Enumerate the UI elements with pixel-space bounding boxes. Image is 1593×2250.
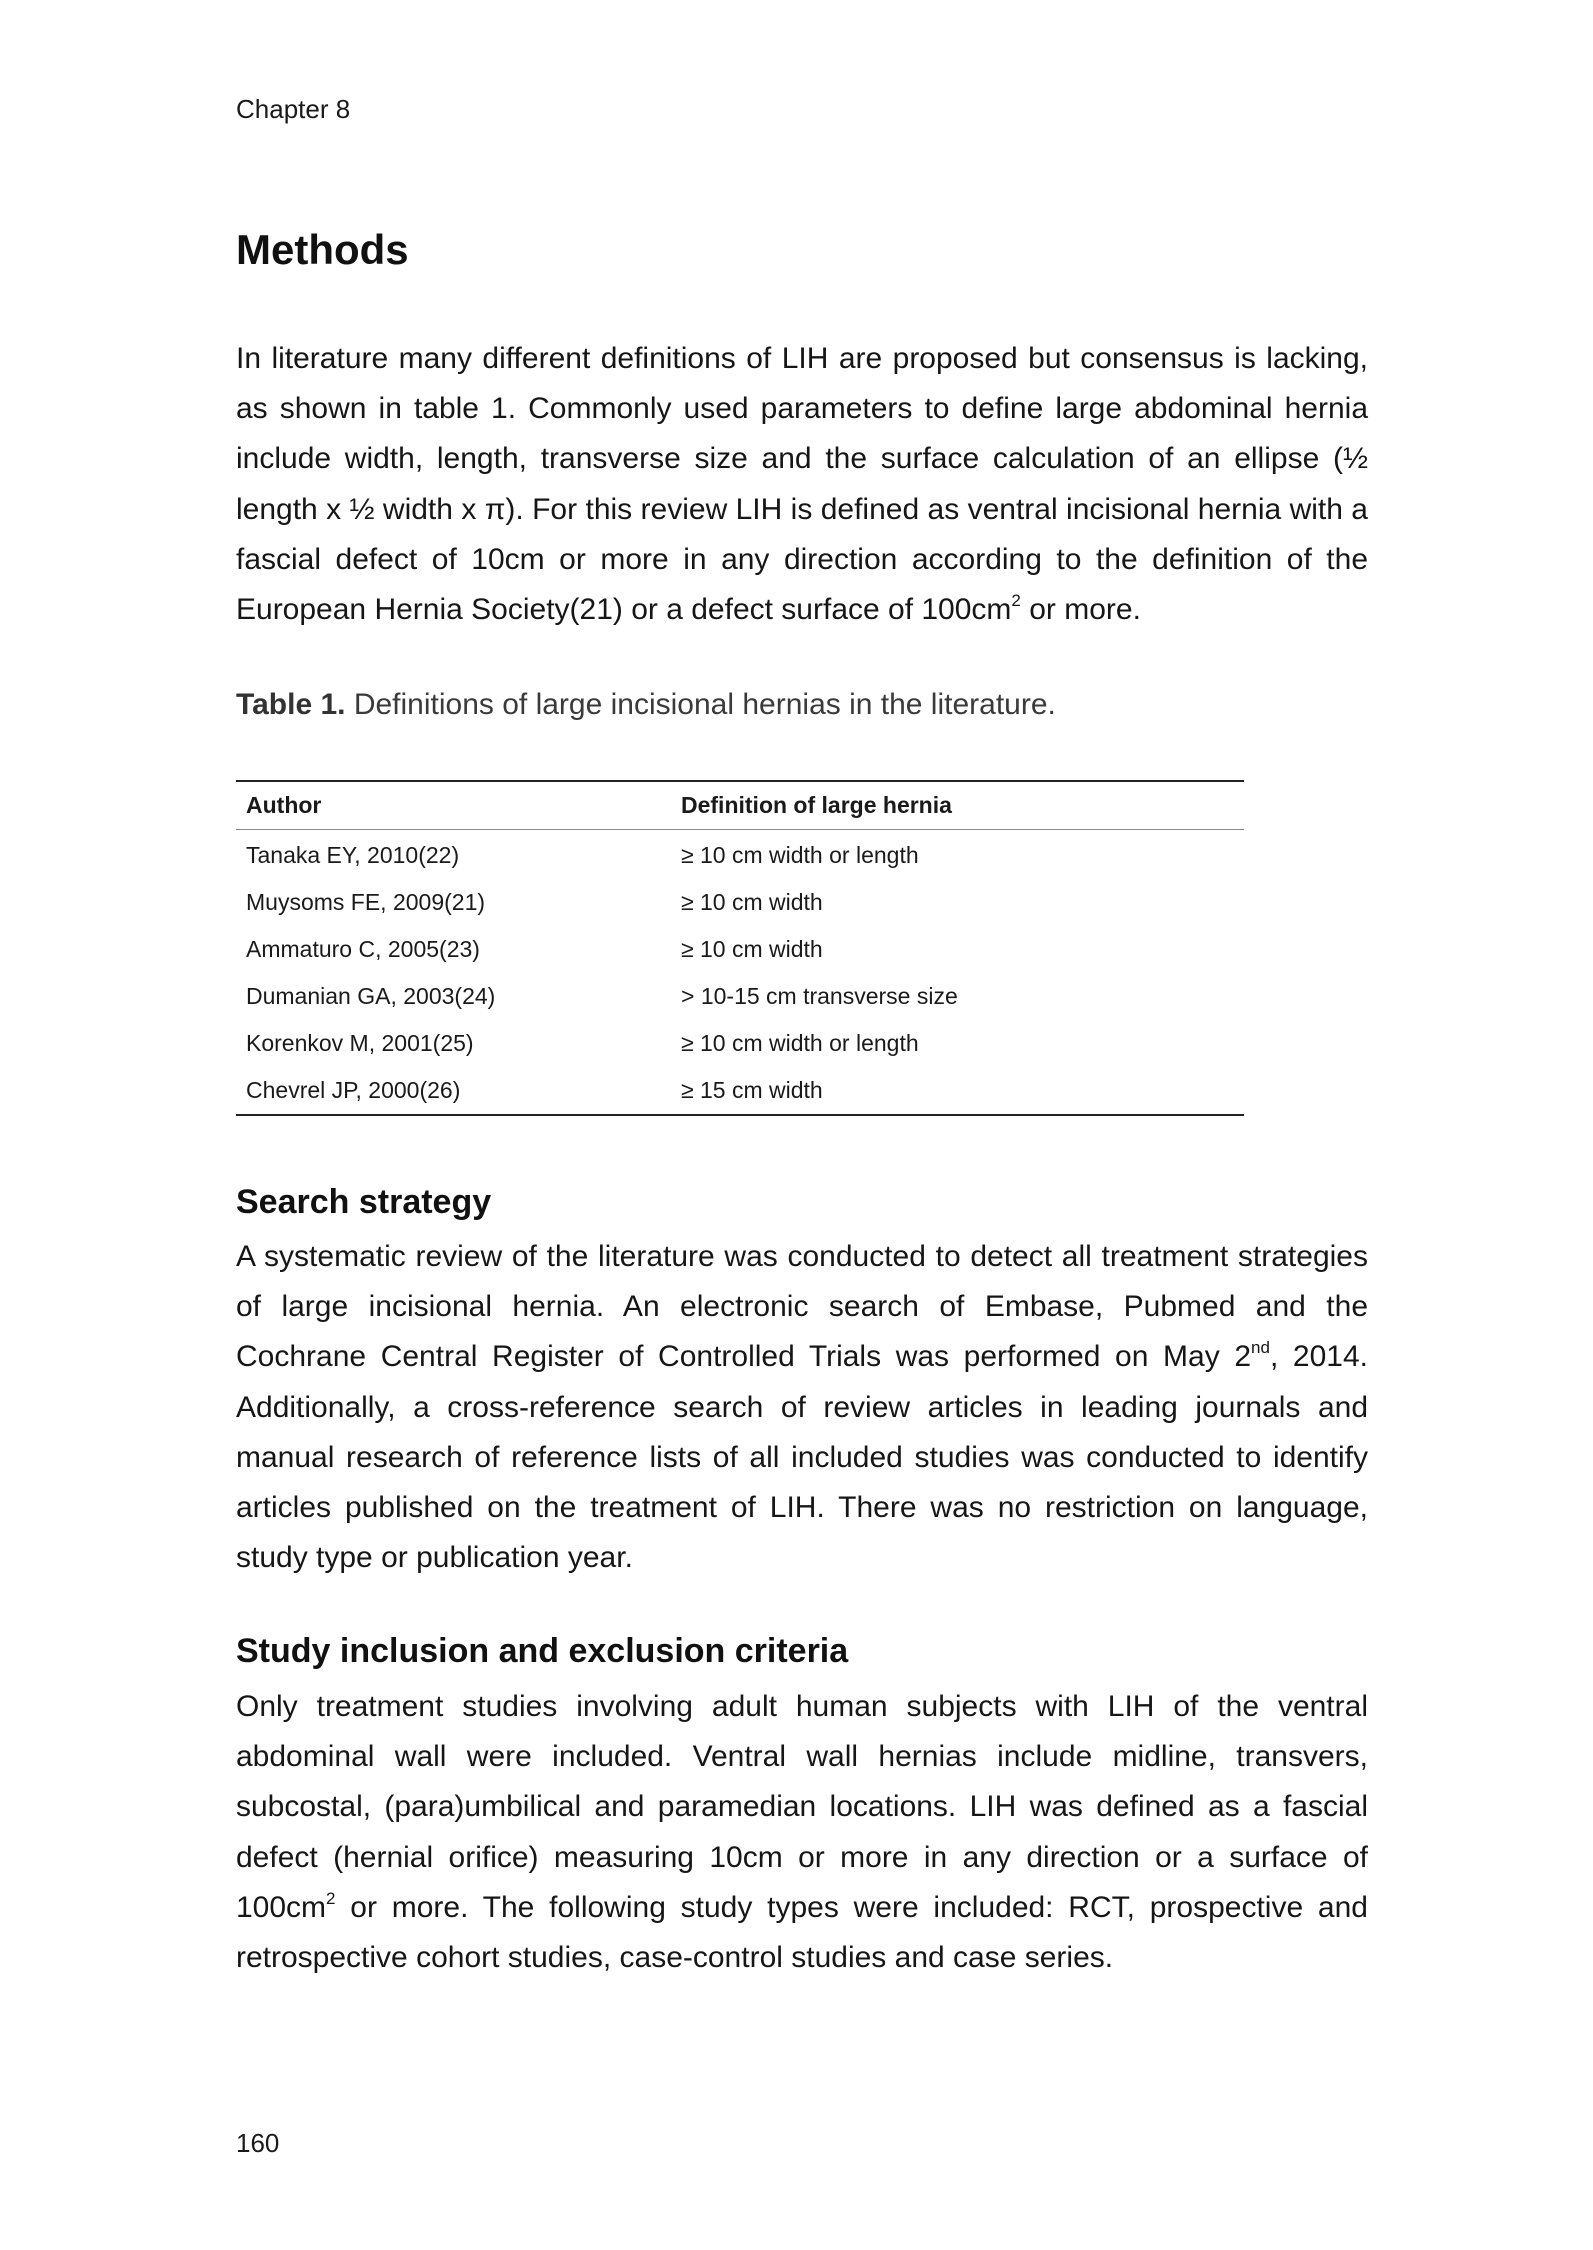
intro-text-end: or more.	[1020, 593, 1141, 627]
definition-cell: ≥ 10 cm width	[681, 889, 823, 915]
table-caption	[236, 688, 1056, 722]
table-row	[236, 926, 1244, 973]
author-cell: Ammaturo C, 2005(23)	[246, 936, 480, 962]
search-strategy-text: A systematic review of the literature was conducted to detect all treatment strategies of large incisional hernia. An electronic search of Embase, Pubmed and the Cochrane Central Register of Controlled Trials was performed on May 2	[236, 1240, 1368, 1374]
definition-cell: ≥ 10 cm width or length	[681, 1030, 919, 1056]
running-head: Chapter 8	[236, 94, 351, 124]
column-header-author: Author	[246, 792, 322, 818]
definition-cell: ≥ 15 cm width	[681, 1077, 823, 1103]
definitions-table	[236, 780, 1244, 1116]
table-caption-text: Definitions of large incisional hernias in the literature.	[345, 688, 1056, 721]
intro-text: In literature many different definitions of LIH are proposed but consensus is lacking, as shown in table 1. Commonly used parameters to define large abdominal hernia include width, length, transverse size and the surface calculation of an ellipse (½ length x ½ width x π). For this review LIH is defined as ventral incisional hernia with a fascial defect of 10cm or more in any direction according to the definition of the European Hernia Society(21) or a defect surface of 100cm	[236, 342, 1368, 627]
inclusion-criteria-paragraph	[236, 1682, 1368, 1983]
table-row	[236, 879, 1244, 926]
table-header-row	[236, 781, 1244, 830]
table-caption-label: Table 1.	[236, 688, 346, 721]
definition-cell: ≥ 10 cm width or length	[681, 842, 919, 868]
inclusion-criteria-text: Only treatment studies involving adult human subjects with LIH of the ventral abdominal wall were included. Ventral wall hernias include midline, transvers, subcostal, (para)umbilical and paramedian locations. LIH was defined as a fascial defect (hernial orifice) measuring 10cm or more in any direction or a surface of 100cm	[236, 1690, 1368, 1924]
column-header-definition: Definition of large hernia	[681, 792, 952, 818]
definition-cell: ≥ 10 cm width	[681, 936, 823, 962]
table-row	[236, 1067, 1244, 1115]
definition-cell: > 10-15 cm transverse size	[681, 983, 958, 1009]
author-cell: Tanaka EY, 2010(22)	[246, 842, 460, 868]
author-cell: Chevrel JP, 2000(26)	[246, 1077, 461, 1103]
intro-paragraph	[236, 334, 1368, 635]
inclusion-criteria-heading: Study inclusion and exclusion criteria	[236, 1632, 849, 1670]
inclusion-criteria-text-end: or more. The following study types were included: RCT, prospective and retrospective cohort studies, case-control studies and case series.	[236, 1890, 1368, 1975]
search-strategy-heading: Search strategy	[236, 1183, 492, 1221]
author-cell: Dumanian GA, 2003(24)	[246, 983, 496, 1009]
author-cell: Korenkov M, 2001(25)	[246, 1030, 474, 1056]
page-number: 160	[236, 2128, 280, 2158]
table-row	[236, 973, 1244, 1020]
section-title: Methods	[236, 226, 409, 273]
superscript: 2	[1011, 591, 1021, 611]
author-cell: Muysoms FE, 2009(21)	[246, 889, 486, 915]
superscript: 2	[326, 1888, 336, 1908]
table-row	[236, 830, 1244, 880]
table-row	[236, 1020, 1244, 1067]
search-strategy-paragraph	[236, 1232, 1368, 1583]
search-strategy-text-end: , 2014. Additionally, a cross-reference search of review articles in leading journals and manual research of reference lists of all included studies was conducted to identify articles published on the treatment of LIH. There was no restriction on language, study type or publication year.	[236, 1340, 1368, 1575]
superscript: nd	[1251, 1338, 1270, 1358]
